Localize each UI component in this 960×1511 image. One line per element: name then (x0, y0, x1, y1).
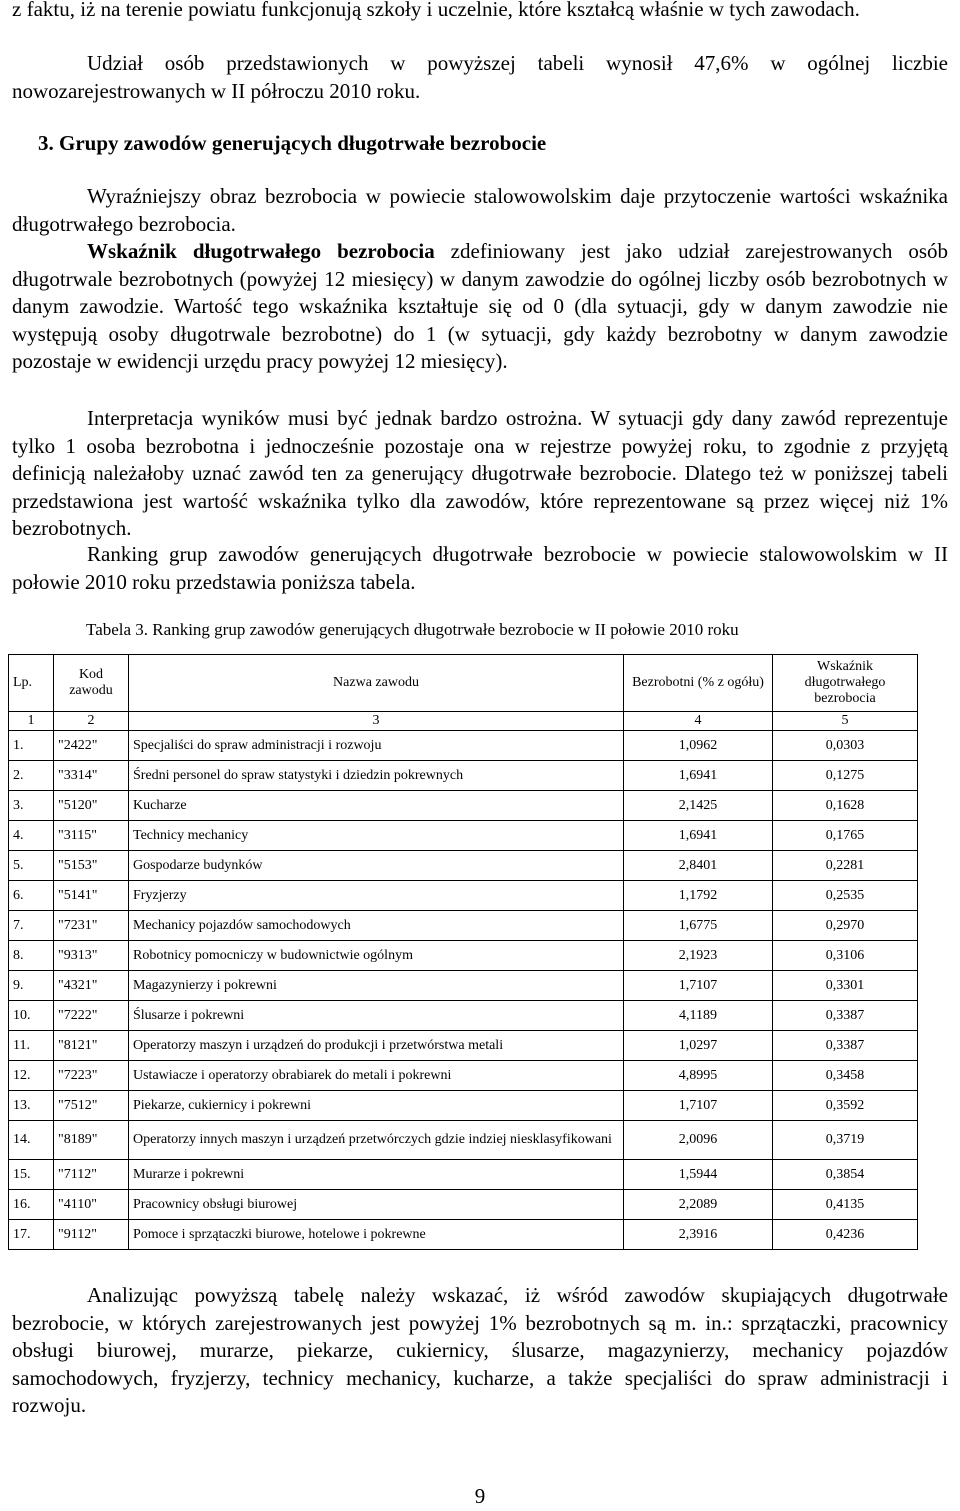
column-number: 5 (773, 712, 918, 731)
row-lp: 4. (9, 821, 54, 851)
row-lp: 8. (9, 941, 54, 971)
row-wskaznik: 0,3854 (773, 1160, 918, 1190)
row-wskaznik: 0,3387 (773, 1031, 918, 1061)
row-lp: 10. (9, 1001, 54, 1031)
row-wskaznik: 0,3301 (773, 971, 918, 1001)
row-wskaznik: 0,3106 (773, 941, 918, 971)
table-row (9, 1091, 918, 1121)
row-bezrobotni: 2,8401 (624, 851, 773, 881)
definition-text: zdefiniowany jest jako udział zarejestrowanych osób długotrwale bezrobotnych (powyżej 12 miesięcy) w danym zawodzie do ogólnej liczby osób bezrobotnych w danym zawodzie. Wartość tego wskaźnika kształtuje się od 0 (dla sytuacji, gdy w danym zawodzie nie występują osoby długotrwale bezrobotne) do 1 (w sytuacji, gdy każdy bezrobotny w danym zawodzie pozostaje w ewidencji urzędu pracy powyżej 12 miesięcy). (12, 239, 948, 373)
row-wskaznik: 0,0303 (773, 731, 918, 761)
row-nazwa: Operatorzy innych maszyn i urządzeń przetwórczych gdzie indziej niesklasyfikowani (129, 1121, 624, 1160)
row-wskaznik: 0,2970 (773, 911, 918, 941)
row-kod: "7223" (54, 1061, 129, 1091)
table-row (9, 971, 918, 1001)
header-nazwa: Nazwa zawodu (129, 655, 624, 712)
row-kod: "3314" (54, 761, 129, 791)
row-nazwa: Magazynierzy i pokrewni (129, 971, 624, 1001)
row-bezrobotni: 1,0962 (624, 731, 773, 761)
definition-term: Wskaźnik długotrwałego bezrobocia (87, 239, 435, 263)
row-kod: "7512" (54, 1091, 129, 1121)
row-bezrobotni: 1,7107 (624, 1091, 773, 1121)
row-kod: "9112" (54, 1220, 129, 1250)
row-kod: "7231" (54, 911, 129, 941)
ranking-table (8, 654, 918, 1250)
table-row (9, 1160, 918, 1190)
row-wskaznik: 0,3592 (773, 1091, 918, 1121)
table-row (9, 941, 918, 971)
table-body (9, 731, 918, 1250)
header-bezrobotni: Bezrobotni (% z ogółu) (624, 655, 773, 712)
row-bezrobotni: 2,3916 (624, 1220, 773, 1250)
header-wskaznik: Wskaźnik długotrwałego bezrobocia (773, 655, 918, 712)
row-nazwa: Średni personel do spraw statystyki i dziedzin pokrewnych (129, 761, 624, 791)
conclusion-paragraph: Analizując powyższą tabelę należy wskazać, iż wśród zawodów skupiających długotrwałe bezrobocie, w których zarejestrowanych jest powyżej 1% bezrobotnych są m. in.: sprzątaczki, pracownicy obsługi biurowej, murarze, piekarze, cukiernicy, ślusarze, magazynierzy, mechanicy pojazdów samochodowych, fryzjerzy, technicy mechanicy, kucharze, a także specjaliści do spraw administracji i rozwoju. (12, 1283, 948, 1417)
row-bezrobotni: 2,1425 (624, 791, 773, 821)
table-row (9, 1061, 918, 1091)
row-wskaznik: 0,1628 (773, 791, 918, 821)
row-lp: 7. (9, 911, 54, 941)
table-row (9, 1031, 918, 1061)
row-kod: "7112" (54, 1160, 129, 1190)
column-number: 1 (9, 712, 54, 731)
row-nazwa: Kucharze (129, 791, 624, 821)
row-nazwa: Murarze i pokrewni (129, 1160, 624, 1190)
row-nazwa: Operatorzy maszyn i urządzeń do produkcji i przetwórstwa metali (129, 1031, 624, 1061)
row-wskaznik: 0,2535 (773, 881, 918, 911)
table-row (9, 911, 918, 941)
row-nazwa: Piekarze, cukiernicy i pokrewni (129, 1091, 624, 1121)
row-kod: "4321" (54, 971, 129, 1001)
row-bezrobotni: 4,8995 (624, 1061, 773, 1091)
row-wskaznik: 0,1765 (773, 821, 918, 851)
header-lp: Lp. (9, 655, 54, 712)
row-bezrobotni: 2,0096 (624, 1121, 773, 1160)
row-lp: 3. (9, 791, 54, 821)
row-lp: 14. (9, 1121, 54, 1160)
row-lp: 11. (9, 1031, 54, 1061)
column-number: 3 (129, 712, 624, 731)
row-kod: "8189" (54, 1121, 129, 1160)
row-kod: "5120" (54, 791, 129, 821)
row-lp: 15. (9, 1160, 54, 1190)
section-paragraph-2 (12, 238, 948, 376)
column-number: 4 (624, 712, 773, 731)
row-nazwa: Mechanicy pojazdów samochodowych (129, 911, 624, 941)
table-row (9, 731, 918, 761)
row-bezrobotni: 1,6775 (624, 911, 773, 941)
row-lp: 6. (9, 881, 54, 911)
row-nazwa: Ślusarze i pokrewni (129, 1001, 624, 1031)
row-nazwa: Ustawiacze i operatorzy obrabiarek do metali i pokrewni (129, 1061, 624, 1091)
section-paragraph-1: Wyraźniejszy obraz bezrobocia w powiecie stalowowolskim daje przytoczenie wartości wskaźnika długotrwałego bezrobocia. (12, 184, 948, 236)
table-row (9, 821, 918, 851)
row-lp: 13. (9, 1091, 54, 1121)
row-bezrobotni: 1,7107 (624, 971, 773, 1001)
row-nazwa: Robotnicy pomocniczy w budownictwie ogólnym (129, 941, 624, 971)
row-nazwa: Fryzjerzy (129, 881, 624, 911)
table-caption: Tabela 3. Ranking grup zawodów generujących długotrwałe bezrobocie w II połowie 2010 roku (86, 620, 739, 639)
row-lp: 9. (9, 971, 54, 1001)
row-wskaznik: 0,3719 (773, 1121, 918, 1160)
row-lp: 17. (9, 1220, 54, 1250)
row-bezrobotni: 1,0297 (624, 1031, 773, 1061)
row-wskaznik: 0,3458 (773, 1061, 918, 1091)
row-kod: "4110" (54, 1190, 129, 1220)
table-row (9, 1121, 918, 1160)
row-kod: "2422" (54, 731, 129, 761)
table-row (9, 881, 918, 911)
row-bezrobotni: 1,6941 (624, 761, 773, 791)
table-header-row (9, 655, 918, 712)
section-heading: 3. Grupy zawodów generujących długotrwałe bezrobocie (38, 131, 547, 155)
row-kod: "7222" (54, 1001, 129, 1031)
row-bezrobotni: 1,6941 (624, 821, 773, 851)
row-wskaznik: 0,4135 (773, 1190, 918, 1220)
table-row (9, 1001, 918, 1031)
intro-share-paragraph: Udział osób przedstawionych w powyższej tabeli wynosił 47,6% w ogólnej liczbie nowozarejestrowanych w II półroczu 2010 roku. (12, 51, 948, 103)
row-lp: 12. (9, 1061, 54, 1091)
row-lp: 5. (9, 851, 54, 881)
table-row (9, 1220, 918, 1250)
table-row (9, 761, 918, 791)
column-number-row (9, 712, 918, 731)
row-nazwa: Pomoce i sprzątaczki biurowe, hotelowe i pokrewne (129, 1220, 624, 1250)
row-lp: 16. (9, 1190, 54, 1220)
table-row (9, 1190, 918, 1220)
row-lp: 2. (9, 761, 54, 791)
row-bezrobotni: 4,1189 (624, 1001, 773, 1031)
row-wskaznik: 0,3387 (773, 1001, 918, 1031)
row-wskaznik: 0,2281 (773, 851, 918, 881)
table-row (9, 791, 918, 821)
row-nazwa: Pracownicy obsługi biurowej (129, 1190, 624, 1220)
page-number: 9 (474, 1484, 486, 1508)
row-kod: "5153" (54, 851, 129, 881)
row-kod: "8121" (54, 1031, 129, 1061)
row-kod: "3115" (54, 821, 129, 851)
row-nazwa: Specjaliści do spraw administracji i rozwoju (129, 731, 624, 761)
row-nazwa: Technicy mechanicy (129, 821, 624, 851)
row-bezrobotni: 1,5944 (624, 1160, 773, 1190)
header-kod: Kod zawodu (54, 655, 129, 712)
row-nazwa: Gospodarze budynków (129, 851, 624, 881)
section-paragraph-3: Interpretacja wyników musi być jednak bardzo ostrożna. W sytuacji gdy dany zawód reprezentuje tylko 1 osoba bezrobotna i jednocześnie pozostaje ona w rejestrze powyżej roku, to zgodnie z przyjętą definicją należałoby uznać zawód ten za generujący długotrwałe bezrobocie. Dlatego też w poniższej tabeli przedstawiona jest wartość wskaźnika tylko dla zawodów, które reprezentowane są przez więcej niż 1% bezrobotnych. (12, 406, 948, 540)
row-kod: "5141" (54, 881, 129, 911)
intro-paragraph-end: z faktu, iż na terenie powiatu funkcjonują szkoły i uczelnie, które kształcą właśnie w tych zawodach. (12, 0, 860, 21)
row-wskaznik: 0,4236 (773, 1220, 918, 1250)
table-row (9, 851, 918, 881)
row-kod: "9313" (54, 941, 129, 971)
section-paragraph-4: Ranking grup zawodów generujących długotrwałe bezrobocie w powiecie stalowowolskim w II połowie 2010 roku przedstawia poniższa tabela. (12, 542, 948, 594)
row-bezrobotni: 2,1923 (624, 941, 773, 971)
row-wskaznik: 0,1275 (773, 761, 918, 791)
row-lp: 1. (9, 731, 54, 761)
row-bezrobotni: 1,1792 (624, 881, 773, 911)
column-number: 2 (54, 712, 129, 731)
row-bezrobotni: 2,2089 (624, 1190, 773, 1220)
